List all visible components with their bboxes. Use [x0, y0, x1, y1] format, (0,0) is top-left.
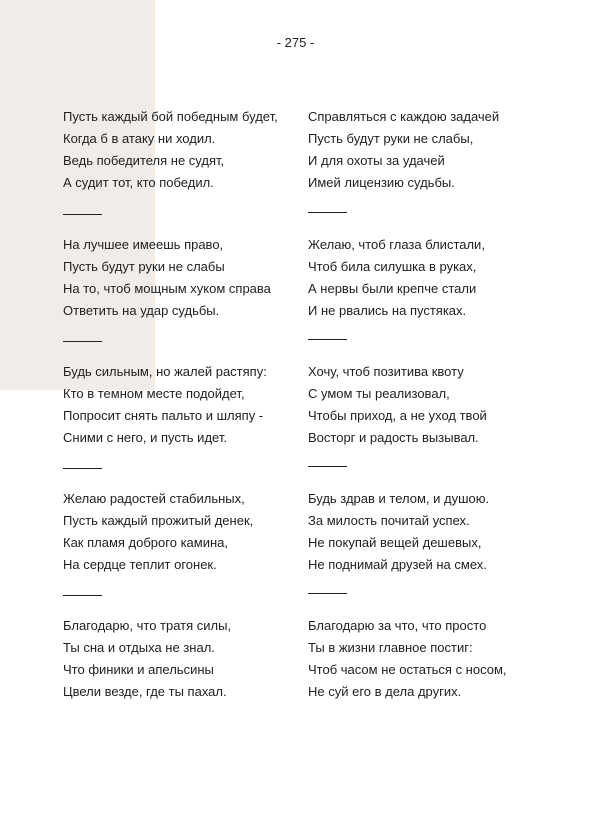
verse-line: А нервы были крепче стали [308, 281, 477, 296]
verse-line: Будь здрав и телом, и душою. [308, 491, 490, 506]
verse-line: Кто в темном месте подойдет, [63, 386, 245, 401]
verse-line: Не суй его в дела других. [308, 684, 462, 699]
stanza-right-5 [308, 615, 507, 703]
verse-line: Ответить на удар судьбы. [63, 303, 220, 318]
verse-line: Восторг и радость вызывал. [308, 430, 479, 445]
verse-line: Не поднимай друзей на смех. [308, 557, 487, 572]
verse-line: На сердце теплит огонек. [63, 557, 217, 572]
stanza-left-2 [63, 234, 271, 322]
stanza-divider [63, 341, 102, 342]
verse-line: Пусть будут руки не слабы [63, 259, 225, 274]
stanza-divider [63, 468, 102, 469]
verse-line: Благодарю за что, что просто [308, 618, 487, 633]
verse-line: Что финики и апельсины [63, 662, 214, 677]
verse-line: На лучшее имеешь право, [63, 237, 224, 252]
stanza-right-3 [308, 361, 487, 449]
stanza-right-1 [308, 106, 499, 194]
stanza-divider [63, 595, 102, 596]
verse-line: Чтобы приход, а не уход твой [308, 408, 487, 423]
verse-line: Чтоб била силушка в руках, [308, 259, 477, 274]
verse-line: Будь сильным, но жалей растяпу: [63, 364, 267, 379]
stanza-left-3 [63, 361, 267, 449]
verse-line: Не покупай вещей дешевых, [308, 535, 482, 550]
verse-line: Ты сна и отдыха не знал. [63, 640, 215, 655]
verse-line: Пусть каждый прожитый денек, [63, 513, 254, 528]
verse-line: Пусть каждый бой победным будет, [63, 109, 278, 124]
verse-line: А судит тот, кто победил. [63, 175, 214, 190]
verse-line: Желаю, чтоб глаза блистали, [308, 237, 485, 252]
verse-line: Чтоб часом не остаться с носом, [308, 662, 507, 677]
stanza-right-4 [308, 488, 489, 576]
verse-line: Пусть будут руки не слабы, [308, 131, 474, 146]
verse-line: Благодарю, что тратя силы, [63, 618, 232, 633]
decorative-background-block [0, 0, 155, 390]
stanza-left-5 [63, 615, 231, 703]
verse-line: Как пламя доброго камина, [63, 535, 228, 550]
stanza-divider [308, 466, 347, 467]
stanza-divider [308, 339, 347, 340]
stanza-divider [308, 593, 347, 594]
page-number: - 275 - [276, 35, 315, 50]
verse-line: Хочу, чтоб позитива квоту [308, 364, 464, 379]
verse-line: Цвели везде, где ты пахал. [63, 684, 227, 699]
verse-line: И для охоты за удачей [308, 153, 445, 168]
stanza-left-1 [63, 106, 278, 194]
stanza-divider [308, 212, 347, 213]
verse-line: На то, чтоб мощным хуком справа [63, 281, 271, 296]
stanza-right-2 [308, 234, 485, 322]
verse-line: За милость почитай успех. [308, 513, 470, 528]
verse-line: Желаю радостей стабильных, [63, 491, 245, 506]
verse-line: Справляться с каждою задачей [308, 109, 500, 124]
verse-line: Когда б в атаку ни ходил. [63, 131, 216, 146]
verse-line: Ты в жизни главное постиг: [308, 640, 473, 655]
verse-line: С умом ты реализовал, [308, 386, 450, 401]
verse-line: Попросит снять пальто и шляпу - [63, 408, 264, 423]
verse-line: Имей лицензию судьбы. [308, 175, 455, 190]
verse-line: Сними с него, и пусть идет. [63, 430, 227, 445]
stanza-left-4 [63, 488, 253, 576]
verse-line: И не рвались на пустяках. [308, 303, 467, 318]
verse-line: Ведь победителя не судят, [63, 153, 225, 168]
stanza-divider [63, 214, 102, 215]
